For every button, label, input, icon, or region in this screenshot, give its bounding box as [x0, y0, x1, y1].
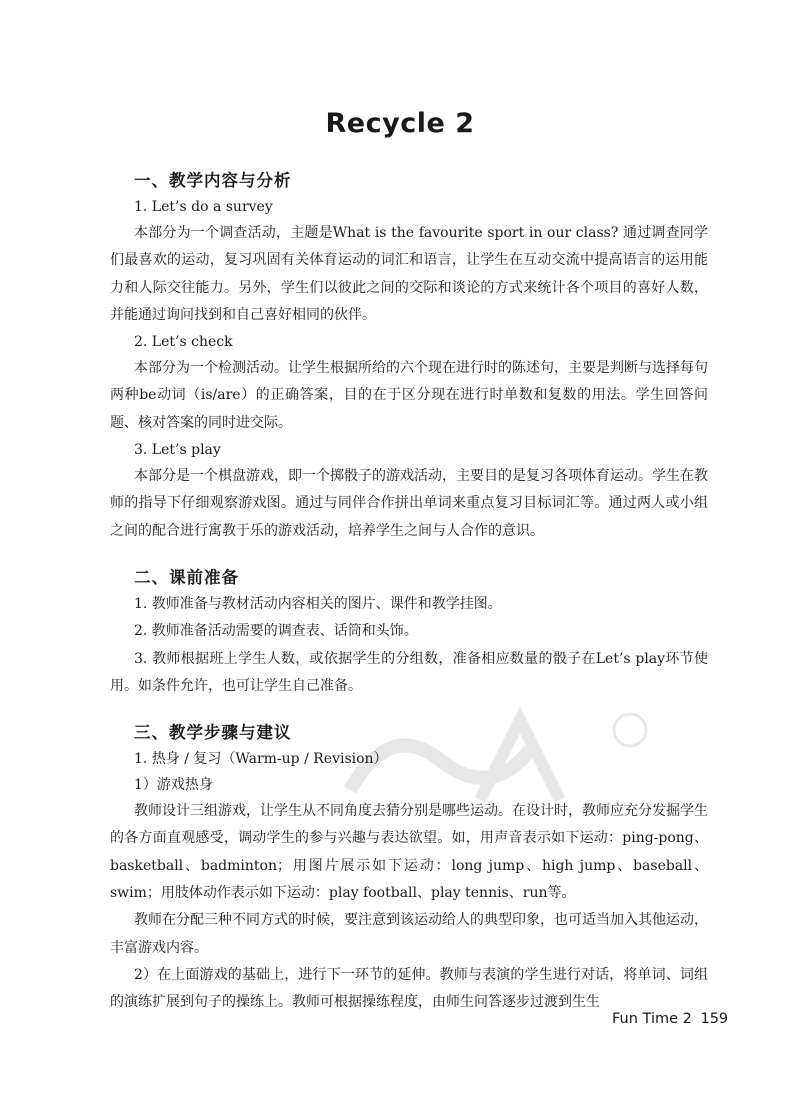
subsection-heading: 2. Let’s check [134, 334, 233, 351]
paragraph: 教师在分配三种不同方式的时候，要注意到该运动给人的典型印象，也可适当加入其他运动，丰富游戏内容。 [110, 912, 708, 956]
section-heading: 二、课前准备 [134, 567, 239, 587]
page-footer [612, 1011, 728, 1027]
page-number: 159 [700, 1011, 729, 1027]
page-title: Recycle 2 [325, 108, 475, 139]
paragraph: 2）在上面游戏的基础上，进行下一环节的延伸。教师与表演的学生进行对话，将单词、词组的演练扩展到句子的操练上。教师可根据操练程度，由师生问答逐步过渡到生生 [110, 966, 708, 1011]
list-item: 1. 教师准备与教材活动内容相关的图片、课件和教学挂图。 [134, 595, 502, 612]
paragraph: 本部分是一个棋盘游戏，即一个掷骰子的游戏活动，主要目的是复习各项体育运动。学生在教师的指导下仔细观察游戏图。通过与同伴合作拼出单词来重点复习目标词汇等。通过两人或小组之间的配合进行寓教于乐的游戏活动，培养学生之间与人合作的意识。 [110, 468, 708, 539]
section-heading: 三、教学步骤与建议 [134, 723, 292, 743]
subsection-heading: 3. Let’s play [134, 442, 221, 459]
subsection-heading: 1. 热身 / 复习（Warm-up / Revision） [134, 751, 388, 768]
list-item: 2. 教师准备活动需要的调查表、话筒和头饰。 [134, 623, 418, 640]
subsection-heading: 1）游戏热身 [134, 777, 213, 794]
paragraph: 本部分为一个调查活动，主题是What is the favourite sport in our class? 通过调查同学们最喜欢的运动，复习巩固有关体育运动的词汇和语言，让学生在互动交流中提高语言的运用能力和人际交往能力。另外，学生们以彼此之间的交际和谈论的方式来统计各个项目的喜好人数，并能通过询问找到和自己喜好相同的伙伴。 [110, 225, 708, 323]
subsection-heading: 1. Let’s do a survey [134, 199, 273, 215]
section-heading: 一、教学内容与分析 [134, 171, 292, 190]
footer-label: Fun Time 2 [612, 1011, 692, 1027]
list-item: 3. 教师根据班上学生人数，或依据学生的分组数，准备相应数量的骰子在Let’s play环节使用。如条件允许，也可让学生自己准备。 [110, 650, 708, 694]
paragraph: 教师设计三组游戏，让学生从不同角度去猜分别是哪些运动。在设计时，教师应充分发掘学生的各方面直观感受，调动学生的参与兴趣与表达欲望。如，用声音表示如下运动：ping-pong、basketball、badminton；用图片展示如下运动：long jump、high jump、baseball、swim；用肢体动作表示如下运动：play football、play tennis、run等。 [110, 803, 708, 902]
main-content [110, 162, 708, 1017]
paragraph: 本部分为一个检测活动。让学生根据所给的六个现在进行时的陈述句，主要是判断与选择每句两种be动词（is/are）的正确答案，目的在于区分现在进行时单数和复数的用法。学生回答问题、核对答案的同时进交际。 [110, 360, 708, 431]
